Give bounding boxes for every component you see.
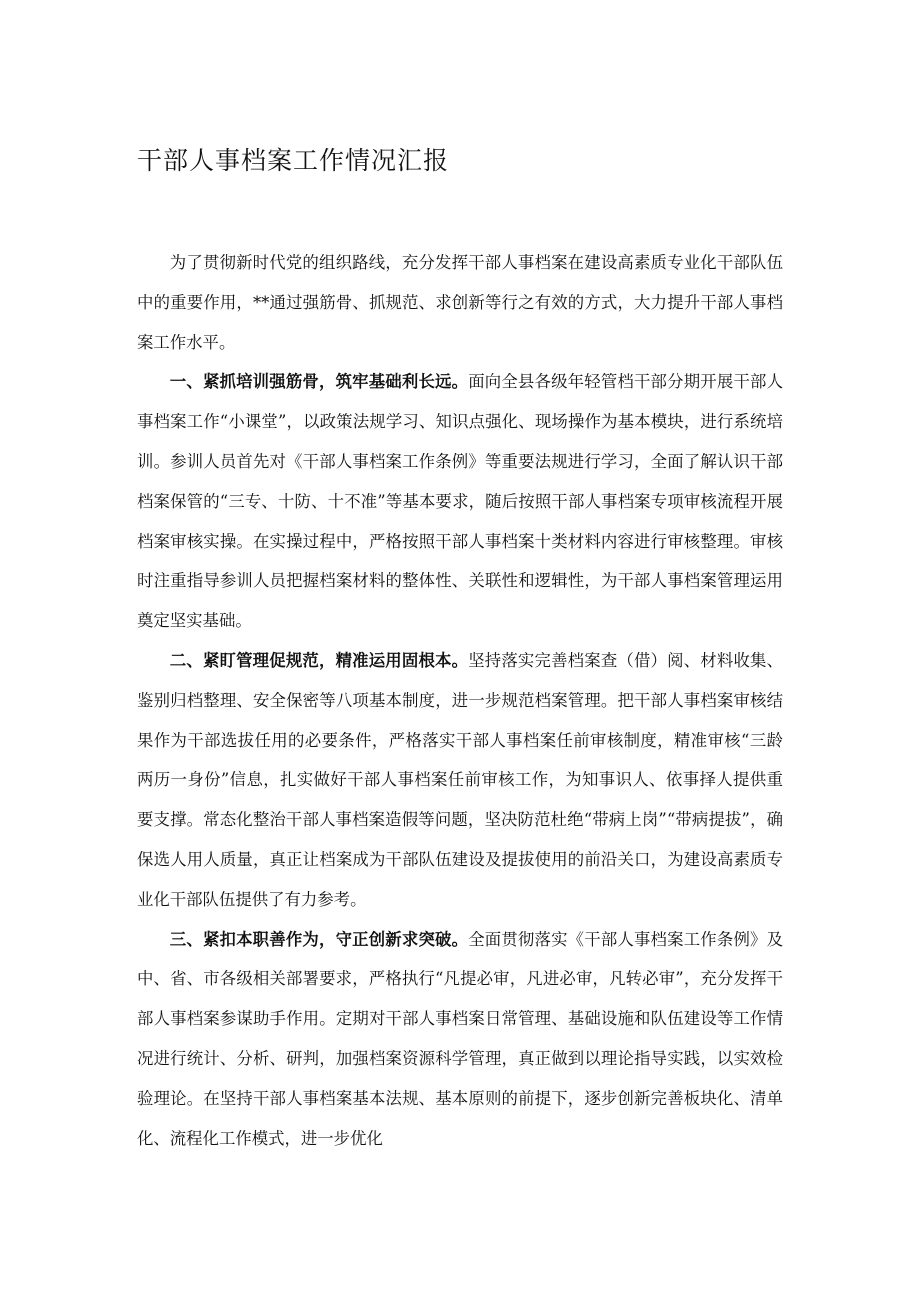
section-heading-3: 三、紧扣本职善作为，守正创新求突破。 <box>169 929 469 949</box>
section-heading-2: 二、紧盯管理促规范，精准运用固根本。 <box>169 650 469 670</box>
section-text-1: 面向全县各级年轻管档干部分期开展干部人事档案工作“小课堂”，以政策法规学习、知识点强化、现场操作为基本模块，进行系统培训。参训人员首先对《干部人事档案工作条例》等重要法规进行学习，全面了解认识干部档案保管的“三专、十防、十不准”等基本要求，随后按照干部人事档案专项审核流程开展档案审核实操。在实操过程中，严格按照干部人事档案十类材料内容进行审核整理。审核时注重指导参训人员把握档案材料的整体性、关联性和逻辑性，为干部人事档案管理运用奠定坚实基础。 <box>137 372 783 631</box>
section-text-3: 全面贯彻落实《干部人事档案工作条例》及中、省、市各级相关部署要求，严格执行“凡提必审，凡进必审，凡转必审”，充分发挥干部人事档案参谋助手作用。定期对干部人事档案日常管理、基础设施和队伍建设等工作情况进行统计、分析、研判，加强档案资源科学管理，真正做到以理论指导实践，以实效检验理论。在坚持干部人事档案基本法规、基本原则的前提下，逐步创新完善板块化、清单化、流程化工作模式，进一步优化 <box>137 929 783 1148</box>
document-title: 干部人事档案工作情况汇报 <box>137 146 450 175</box>
section-text-2: 坚持落实完善档案查（借）阅、材料收集、鉴别归档整理、安全保密等八项基本制度，进一步规范档案管理。把干部人事档案审核结果作为干部选拔任用的必要条件，严格落实干部人事档案任前审核制度，精准审核“三龄两历一身份”信息，扎实做好干部人事档案任前审核工作，为知事识人、依事择人提供重要支撑。常态化整治干部人事档案造假等问题，坚决防范杜绝“带病上岗”“带病提拔”，确保选人用人质量，真正让档案成为干部队伍建设及提拔使用的前沿关口，为建设高素质专业化干部队伍提供了有力参考。 <box>137 650 783 909</box>
section-paragraph-2 <box>137 641 783 920</box>
intro-paragraph: 为了贯彻新时代党的组织路线，充分发挥干部人事档案在建设高素质专业化干部队伍中的重要作用，**通过强筋骨、抓规范、求创新等行之有效的方式，大力提升干部人事档案工作水平。 <box>137 253 783 352</box>
section-paragraph-3 <box>137 920 783 1159</box>
section-paragraph-1 <box>137 362 783 641</box>
document-body <box>137 243 783 1158</box>
section-heading-1: 一、紧抓培训强筋骨，筑牢基础利长远。 <box>169 372 469 392</box>
